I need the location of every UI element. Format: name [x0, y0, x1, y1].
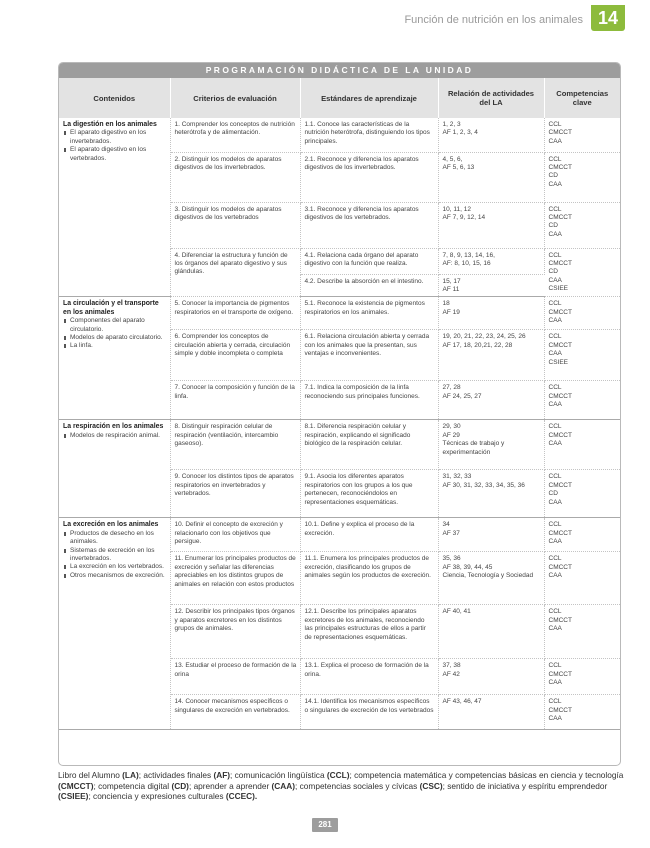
activity-line: AF 11 [442, 285, 460, 293]
content-item: Modelos de aparato circulatorio. [63, 334, 167, 342]
standard-cell: 14.1. Identifica los mecanismos específicos o singulares de excreción de los vertebrados [300, 695, 438, 730]
legend-text: Libro del Alumno [58, 770, 123, 780]
legend-text: ; actividades finales [138, 770, 214, 780]
competences-cell [544, 470, 620, 518]
competences-cell [544, 659, 620, 695]
competence-code: CCL [548, 423, 562, 431]
content-item: La excreción en los vertebrados. [63, 563, 167, 571]
activity-line: AF 19 [442, 308, 460, 316]
legend-footnote [58, 770, 624, 802]
content-item: El aparato digestivo en los vertebrados. [63, 146, 167, 163]
standard-cell: 10.1. Define y explica el proceso de la excreción. [300, 518, 438, 552]
criterion-cell: 13. Estudiar el proceso de formación de la orina [170, 659, 300, 695]
activity-line: AF 40, 41 [442, 608, 471, 616]
page-number: 281 [312, 818, 338, 832]
legend-text: ; comunicación lingüística [230, 770, 327, 780]
competence-code: CD [548, 172, 558, 180]
standard-cell: 13.1. Explica el proceso de formación de la orina. [300, 659, 438, 695]
competence-code: CMCCT [548, 616, 572, 624]
table-row [59, 420, 620, 470]
activity-line: AF 24, 25, 27 [442, 392, 482, 400]
legend-abbreviation: (CD) [171, 780, 189, 791]
activity-line: 34 [442, 521, 450, 529]
competence-code: CMCCT [548, 563, 572, 571]
criterion-cell: 9. Conocer los distintos tipos de aparatos respiratorios en invertebrados y vertebrados. [170, 470, 300, 518]
competences-cell [544, 202, 620, 248]
table-row [59, 297, 620, 330]
activity-line: 29, 30 [442, 423, 461, 431]
content-item: Otros mecanismos de excreción. [63, 572, 167, 580]
activities-cell [438, 695, 544, 730]
competences-cell [544, 518, 620, 552]
legend-text: ; competencia digital [93, 780, 172, 791]
standard-cell: 1.1. Conoce las características de la nutrición heterótrofa, distinguiendo los tipos principales. [300, 118, 438, 152]
activity-line: 4, 5, 6, [442, 155, 463, 163]
content-cell [59, 420, 170, 518]
content-item: La linfa. [63, 342, 167, 350]
activity-line: 18 [442, 300, 450, 308]
activity-line: AF 17, 18, 20,21, 22, 28 [442, 341, 513, 349]
criterion-cell: 1. Comprender los conceptos de nutrición heterótrofa y de alimentación. [170, 118, 300, 152]
competence-code: CMCCT [548, 392, 572, 400]
content-cell [59, 297, 170, 420]
group-title: La excreción en los animales [63, 521, 159, 529]
legend-abbreviation: (CCEC). [225, 791, 258, 802]
standard-cell: 8.1. Diferencia respiración celular y respiración, explicando el significado biológico de la respiración celular. [300, 420, 438, 470]
activity-line: 7, 8, 9, 13, 14, 16, [442, 251, 495, 259]
competence-code: CCL [548, 155, 562, 163]
group-title: La respiración en los animales [63, 423, 164, 431]
criterion-cell: 10. Definir el concepto de excreción y relacionarlo con los objetivos que persigue. [170, 518, 300, 552]
competence-code: CCL [548, 555, 562, 563]
standard-cell: 12.1. Describe los principales aparatos excretores de los animales, reconociendo las principales estructuras de ellos a partir de representaciones esquemáticas. [300, 605, 438, 659]
competence-code: CCL [548, 121, 562, 128]
activities-cell [438, 659, 544, 695]
competences-cell [544, 695, 620, 730]
table-body [59, 118, 620, 730]
competence-code: CMCCT [548, 341, 572, 349]
competence-code: CCL [548, 608, 562, 616]
competence-code: CAA [548, 679, 562, 687]
competences-cell [544, 381, 620, 420]
criterion-cell: 2. Distinguir los modelos de aparatos digestivos de los invertebrados. [170, 152, 300, 202]
standard-cell: 4.2. Describe la absorción en el intestino. [300, 274, 438, 297]
standard-cell: 9.1. Asocia los diferentes aparatos respiratorios con los grupos a los que pertenecen, reconociéndolos en representaciones esquemáticas. [300, 470, 438, 518]
activity-line: AF 5, 6, 13 [442, 163, 475, 171]
competence-code: CCL [548, 473, 562, 481]
activity-line: AF 1, 2, 3, 4 [442, 129, 478, 137]
content-item: Sistemas de excreción en los invertebrados. [63, 547, 167, 564]
table-row [59, 118, 620, 152]
standard-cell: 4.1. Relaciona cada órgano del aparato digestivo con la función que realiza. [300, 248, 438, 274]
activity-line: Técnicas de trabajo y experimentación [442, 440, 505, 456]
activity-line: 19, 20, 21, 22, 23, 24, 25, 26 [442, 333, 526, 341]
activity-line: 37, 38 [442, 662, 461, 670]
legend-abbreviation: (AF) [213, 770, 231, 780]
activity-line: 27, 28 [442, 384, 461, 392]
criterion-cell: 11. Enumerar los principales productos de excreción y señalar las diferencias apreciables en los distintos grupos de animales en relación con estos productos [170, 552, 300, 605]
competences-cell [544, 152, 620, 202]
legend-text: ; sentido de iniciativa y espíritu emprendedor [442, 780, 608, 791]
table-row [59, 518, 620, 552]
legend-abbreviation: (CMCCT) [58, 780, 94, 791]
competences-cell [544, 248, 620, 297]
legend-text: ; conciencia y expresiones culturales [88, 791, 226, 802]
competence-code: CMCCT [548, 481, 572, 489]
competence-code: CAA [548, 276, 562, 284]
competence-code: CCL [548, 698, 562, 706]
activities-cell [438, 420, 544, 470]
competences-cell [544, 605, 620, 659]
competence-code: CAA [548, 498, 562, 506]
activity-line: AF 29 [442, 431, 460, 439]
competence-code: CMCCT [548, 431, 572, 439]
table-banner: PROGRAMACIÓN DIDÁCTICA DE LA UNIDAD [59, 63, 620, 78]
activity-line: 1, 2, 3 [442, 121, 461, 128]
group-title: La digestión en los animales [63, 121, 157, 128]
competences-cell [544, 420, 620, 470]
competence-code: CAA [548, 625, 562, 633]
legend-abbreviation: (CSC) [419, 780, 443, 791]
legend-text: ; aprender a aprender [188, 780, 272, 791]
content-item: Productos de desecho en los animales. [63, 530, 167, 547]
activity-line: Ciencia, Tecnología y Sociedad [442, 572, 534, 580]
running-header-title: Función de nutrición en los animales [404, 14, 583, 26]
competences-cell [544, 297, 620, 330]
competence-code: CAA [548, 350, 562, 358]
competence-code: CMCCT [548, 163, 572, 171]
standard-cell: 7.1. Indica la composición de la linfa reconociendo sus principales funciones. [300, 381, 438, 420]
standard-cell: 11.1. Enumera los principales productos de excreción, clasificando los grupos de animales según los productos de excreción. [300, 552, 438, 605]
competences-cell [544, 552, 620, 605]
programming-table [59, 78, 620, 730]
legend-abbreviation: (CCL) [326, 770, 350, 780]
activities-cell [438, 152, 544, 202]
criterion-cell: 3. Distinguir los modelos de aparatos digestivos de los vertebrados [170, 202, 300, 248]
competence-code: CMCCT [548, 529, 572, 537]
competence-code: CCL [548, 662, 562, 670]
competence-code: CSIEE [548, 285, 569, 293]
activities-cell [438, 330, 544, 381]
activity-line: AF 30, 31, 32, 33, 34, 35, 36 [442, 481, 525, 489]
standard-cell: 5.1. Reconoce la existencia de pigmentos respiratorios en los animales. [300, 297, 438, 330]
criterion-cell: 12. Describir los principales tipos órganos y aparatos excretores en los distintos grupos de animales. [170, 605, 300, 659]
competence-code: CCL [548, 300, 562, 308]
activity-line: 10, 11, 12 [442, 205, 471, 213]
content-item: Componentes del aparato circulatorio. [63, 317, 167, 334]
legend-abbreviation: (CSIEE) [58, 791, 89, 802]
group-title: La circulación y el transporte en los animales [63, 300, 159, 316]
column-header: Competencias clave [544, 78, 620, 118]
competence-code: CCL [548, 333, 562, 341]
competence-code: CMCCT [548, 308, 572, 316]
competence-code: CMCCT [548, 129, 572, 137]
competence-code: CAA [548, 317, 562, 325]
criterion-cell: 4. Diferenciar la estructura y función de los órganos del aparato digestivo y sus glándulas. [170, 248, 300, 297]
competence-code: CAA [548, 137, 562, 145]
activities-cell [438, 552, 544, 605]
column-header: Contenidos [59, 78, 170, 118]
competence-code: CD [548, 268, 558, 276]
activities-cell [438, 518, 544, 552]
content-cell [59, 118, 170, 297]
competence-code: CAA [548, 572, 562, 580]
activities-cell [438, 297, 544, 330]
activity-line: AF 43, 46, 47 [442, 698, 482, 706]
activity-line: AF 37 [442, 529, 460, 537]
criterion-cell: 8. Distinguir respiración celular de respiración (ventilación, intercambio gaseoso). [170, 420, 300, 470]
criterion-cell: 5. Conocer la importancia de pigmentos respiratorios en el transporte de oxígeno. [170, 297, 300, 330]
programming-table-frame [58, 62, 621, 766]
activity-line: AF 7, 9, 12, 14 [442, 213, 486, 221]
content-item: Modelos de respiración animal. [63, 432, 167, 440]
activity-line: 31, 32, 33 [442, 473, 472, 481]
standard-cell: 6.1. Relaciona circulación abierta y cerrada con los animales que la presentan, sus ventajas e inconvenientes. [300, 330, 438, 381]
competence-code: CMCCT [548, 259, 572, 267]
legend-abbreviation: (CAA) [271, 780, 296, 791]
legend-text: ; competencia matemática y competencias básicas en ciencia y tecnología [349, 770, 624, 780]
activity-line: AF 38, 39, 44, 45 [442, 563, 493, 571]
activity-line: 35, 36 [442, 555, 461, 563]
competence-code: CAA [548, 538, 562, 546]
criterion-cell: 7. Conocer la composición y función de la linfa. [170, 381, 300, 420]
chapter-number-badge: 14 [591, 5, 625, 31]
activity-line: AF: 8, 10, 15, 16 [442, 259, 491, 267]
competence-code: CAA [548, 180, 562, 188]
competence-code: CMCCT [548, 706, 572, 714]
activity-line: 15, 17 [442, 277, 461, 285]
competences-cell [544, 330, 620, 381]
legend-abbreviation: (LA) [122, 770, 139, 780]
competence-code: CD [548, 222, 558, 230]
criterion-cell: 14. Conocer mecanismos específicos o singulares de excreción en vertebrados. [170, 695, 300, 730]
activities-cell [438, 248, 544, 274]
activities-cell [438, 274, 544, 297]
criterion-cell: 6. Comprender los conceptos de circulación abierta y cerrada, circulación simple y doble incompleta o completa [170, 330, 300, 381]
competence-code: CCL [548, 205, 562, 213]
competence-code: CCL [548, 251, 562, 259]
competence-code: CCL [548, 384, 562, 392]
content-cell [59, 518, 170, 730]
competence-code: CAA [548, 715, 562, 723]
column-header: Estándares de aprendizaje [300, 78, 438, 118]
competence-code: CAA [548, 440, 562, 448]
standard-cell: 2.1. Reconoce y diferencia los aparatos digestivos de los invertebrados. [300, 152, 438, 202]
table-header-row [59, 78, 620, 118]
content-item: El aparato digestivo en los invertebrados. [63, 129, 167, 146]
competence-code: CCL [548, 521, 562, 529]
activities-cell [438, 202, 544, 248]
activities-cell [438, 470, 544, 518]
activities-cell [438, 605, 544, 659]
activities-cell [438, 381, 544, 420]
competence-code: CAA [548, 401, 562, 409]
column-header: Criterios de evaluación [170, 78, 300, 118]
activities-cell [438, 118, 544, 152]
competence-code: CAA [548, 230, 562, 238]
competence-code: CSIEE [548, 358, 569, 366]
column-header: Relación de actividades del LA [438, 78, 544, 118]
competence-code: CD [548, 490, 558, 498]
legend-text: ; competencias sociales y cívicas [295, 780, 420, 791]
competence-code: CMCCT [548, 213, 572, 221]
competences-cell [544, 118, 620, 152]
competence-code: CMCCT [548, 670, 572, 678]
standard-cell: 3.1. Reconoce y diferencia los aparatos digestivos de los vertebrados. [300, 202, 438, 248]
activity-line: AF 42 [442, 670, 460, 678]
